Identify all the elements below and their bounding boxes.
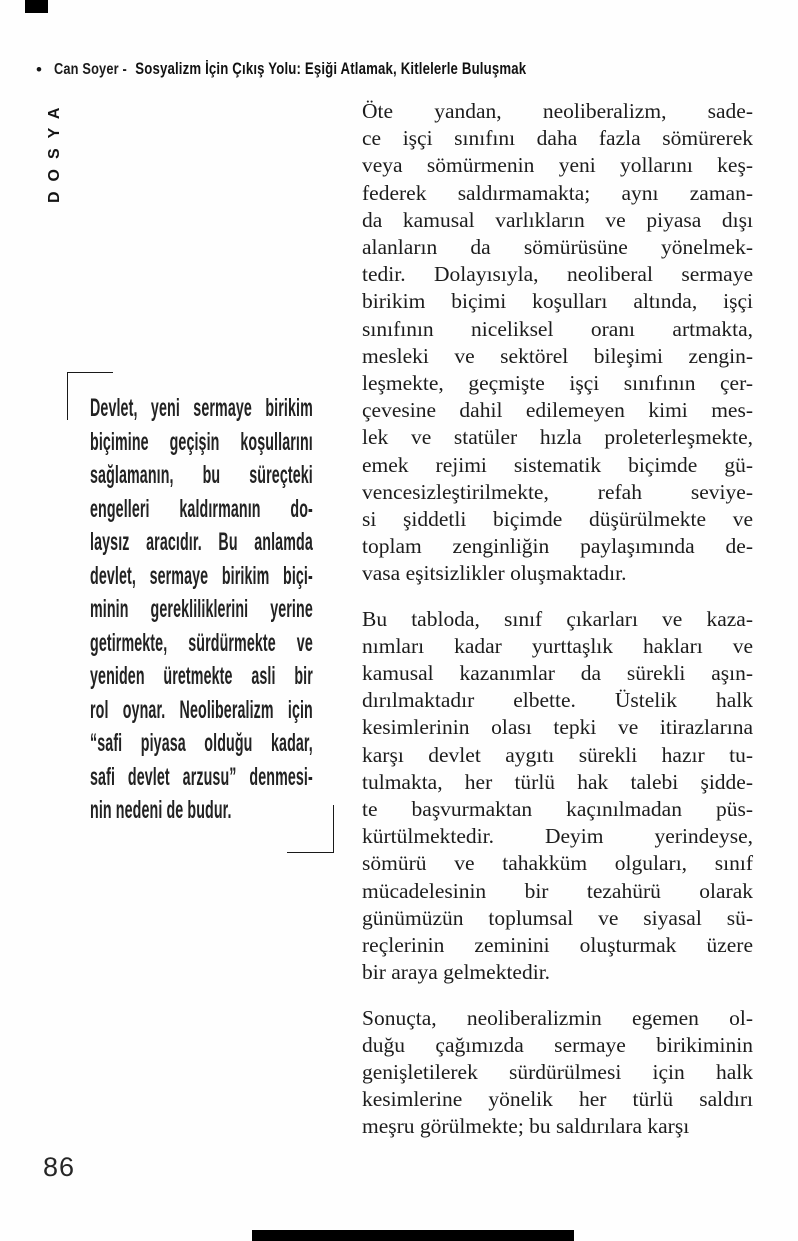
body-line: ce işçi sınıfını daha fazla sömürerek — [362, 126, 753, 151]
body-line: çevesine dahil edilemeyen kimi mes- — [362, 398, 753, 423]
pull-quote-line: “safi piyasa olduğu kadar, — [90, 729, 313, 757]
body-line: kamusal kazanımlar da sürekli aşın- — [362, 661, 753, 686]
pull-quote — [90, 392, 313, 828]
body-line: kürtülmektedir. Deyim yerindeyse, — [362, 824, 753, 849]
pull-quote-line: laysız aracıdır. Bu anlamda — [90, 528, 313, 556]
body-line: alanların da sömürüsüne yönelmek- — [362, 235, 753, 260]
pull-quote-line: rol oynar. Neoliberalizm için — [90, 695, 313, 724]
pull-quote-lines — [90, 392, 313, 828]
body-line: lek ve statüler hızla proleterleşmekte, — [362, 425, 753, 450]
pull-quote-line: engelleri kaldırmanın do- — [90, 494, 313, 523]
body-line: dırılmaktadır elbette. Üstelik halk — [362, 688, 753, 713]
body-line: bir araya gelmektedir. — [362, 960, 551, 985]
pull-quote-line: safi devlet arzusu” denmesi- — [90, 762, 313, 791]
pull-quote-line: getirmekte, sürdürmekte ve — [90, 628, 313, 657]
body-line: reçlerinin zeminini oluşturmak üzere — [362, 933, 753, 958]
body-line: veya sömürmenin yeni yollarını keş- — [362, 153, 753, 178]
article-title: Sosyalizm İçin Çıkış Yolu: Eşiği Atlamak, Kitlelerle Buluşmak — [135, 60, 527, 78]
pull-quote-line: nin nedeni de budur. — [90, 796, 232, 824]
quote-close-bracket — [287, 805, 334, 853]
body-line: karşı devlet aygıtı sürekli hazır tu- — [362, 742, 753, 767]
body-line: meşru görülmekte; bu saldırılara karşı — [362, 1114, 690, 1139]
body-line: vencesizleştirilmekte, refah seviye- — [362, 479, 753, 504]
pull-quote-line: devlet, sermaye birikim biçi- — [90, 561, 313, 590]
pull-quote-line: Devlet, yeni sermaye birikim — [90, 394, 313, 422]
body-line: mesleki ve sektörel bileşimi zengin- — [362, 343, 753, 368]
page-number: 86 — [43, 1152, 76, 1182]
body-line: da kamusal varlıkların ve piyasa dışı — [362, 207, 753, 232]
bullet-icon: • — [36, 60, 42, 79]
body-line: nımları kadar yurttaşlık hakları ve — [362, 633, 753, 658]
body-line: tedir. Dolayısıyla, neoliberal sermaye — [362, 262, 753, 287]
body-line: tulmakta, her türlü hak talebi şidde- — [362, 769, 753, 794]
body-line: genişletilerek sürdürülmesi için halk — [362, 1059, 753, 1084]
body-line: Sonuçta, neoliberalizmin egemen ol- — [362, 1005, 753, 1030]
body-line: kesimlerinin olası tepki ve itirazlarına — [362, 715, 753, 740]
body-line: leşmekte, geçmişte işçi sınıfının çer- — [362, 371, 753, 396]
body-line: sınıfının niceliksel oranı artmakta, — [362, 316, 753, 341]
body-paragraph — [362, 98, 753, 588]
pull-quote-line: sağlamanın, bu süreçteki — [90, 461, 313, 489]
article-author: Can Soyer - — [53, 61, 127, 78]
body-column — [362, 98, 753, 1159]
body-line: kesimlerine yönelik her türlü saldırı — [362, 1087, 753, 1112]
body-line: sömürü ve tahakküm olguları, sınıf — [362, 851, 753, 876]
header-text — [54, 60, 526, 79]
page-edge-tab-top — [25, 0, 48, 13]
pull-quote-line: yeniden üretmekte asli bir — [90, 662, 313, 690]
body-paragraph — [362, 606, 753, 987]
body-line: duğu çağımızda sermaye birikiminin — [362, 1032, 753, 1057]
pull-quote-line: biçimine geçişin koşullarını — [90, 427, 313, 456]
body-line: Bu tabloda, sınıf çıkarları ve kaza- — [362, 606, 753, 631]
body-line: toplam zenginliğin paylaşımında de- — [362, 534, 753, 559]
body-paragraph — [362, 1005, 753, 1141]
page-edge-tab-bottom — [252, 1230, 574, 1241]
body-line: te başvurmaktan kaçınılmadan püs- — [362, 797, 753, 822]
article-header — [36, 60, 644, 79]
body-line: Öte yandan, neoliberalizm, sade- — [362, 99, 753, 123]
body-line: federek saldırmamakta; aynı zaman- — [362, 180, 753, 205]
pull-quote-line: minin gerekliliklerini yerine — [90, 595, 313, 623]
body-line: vasa eşitsizlikler oluşmaktadır. — [362, 561, 627, 586]
body-line: emek rejimi sistematik biçimde gü- — [362, 452, 753, 477]
body-line: si şiddetli biçimde düşürülmekte ve — [362, 507, 753, 532]
body-line: günümüzün toplumsal ve siyasal sü- — [362, 905, 753, 930]
body-line: birikim biçimi koşulları altında, işçi — [362, 289, 753, 314]
section-label-vertical: DOSYA — [46, 97, 63, 203]
body-line: mücadelesinin bir tezahürü olarak — [362, 878, 753, 903]
